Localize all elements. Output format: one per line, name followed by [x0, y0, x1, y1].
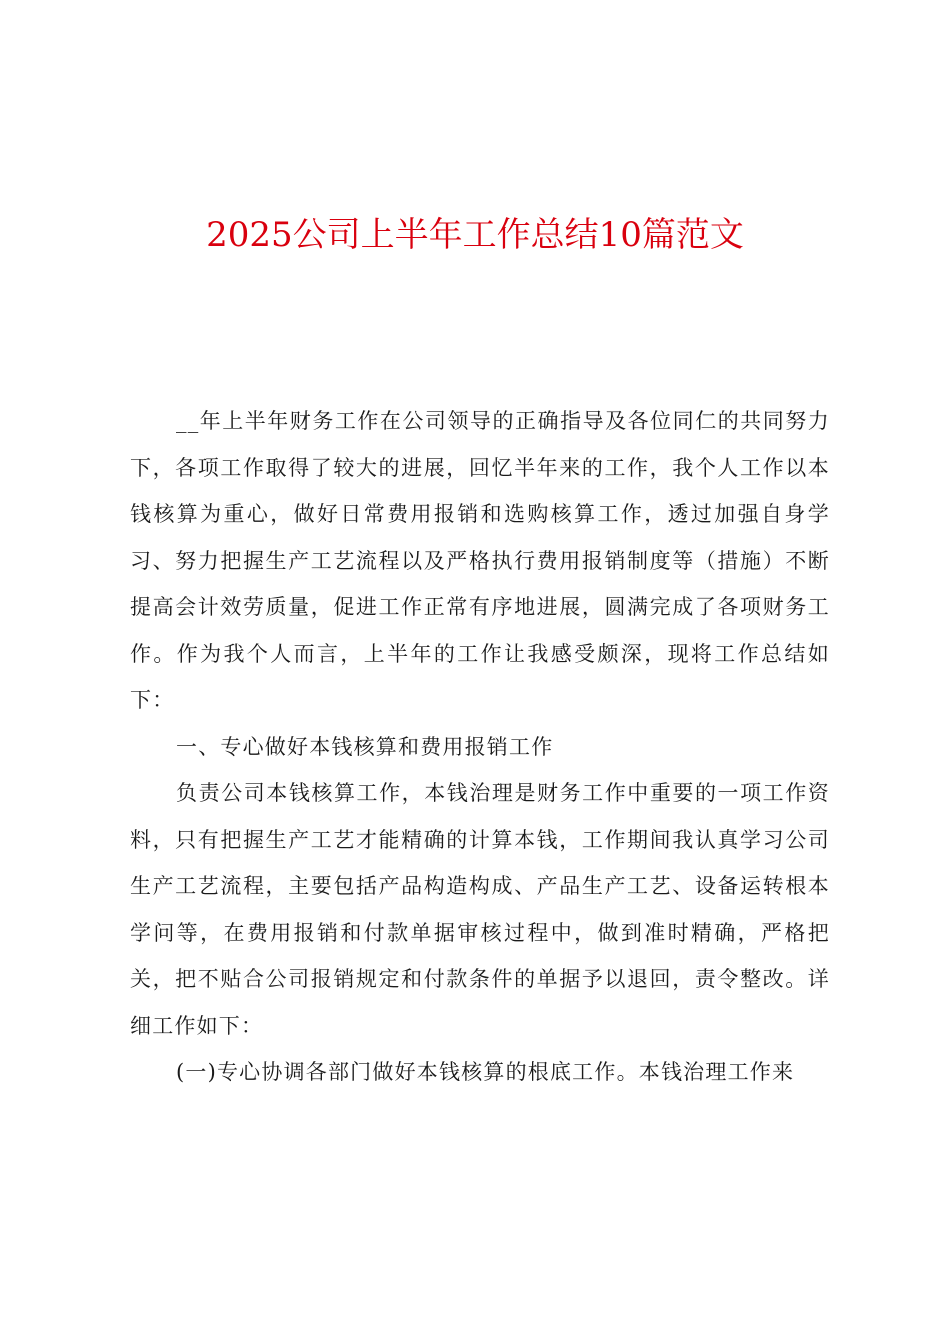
document-title: 2025公司上半年工作总结10篇范文	[206, 215, 744, 255]
paragraph-subsection-1: (一)专心协调各部门做好本钱核算的根底工作。本钱治理工作来	[176, 1060, 795, 1084]
paragraph-intro: __年上半年财务工作在公司领导的正确指导及各位同仁的共同努力下，各项工作取得了较大的进展，回忆半年来的工作，我个人工作以本钱核算为重心，做好日常费用报销和选购核算工作，透过加强自身学习、努力把握生产工艺流程以及严格执行费用报销制度等（措施）不断提高会计效劳质量，促进工作正常有序地进展，圆满完成了各项财务工作。作为我个人而言，上半年的工作让我感受颇深，现将工作总结如下：	[130, 409, 830, 712]
document-body	[130, 398, 830, 1096]
paragraph-cost-accounting: 负责公司本钱核算工作，本钱治理是财务工作中重要的一项工作资料，只有把握生产工艺才能精确的计算本钱，工作期间我认真学习公司生产工艺流程，主要包括产品构造构成、产品生产工艺、设备运转根本学问等，在费用报销和付款单据审核过程中，做到准时精确，严格把关，把不贴合公司报销规定和付款条件的单据予以退回，责令整改。详细工作如下：	[130, 781, 830, 1038]
section-heading-1: 一、专心做好本钱核算和费用报销工作	[176, 734, 554, 759]
